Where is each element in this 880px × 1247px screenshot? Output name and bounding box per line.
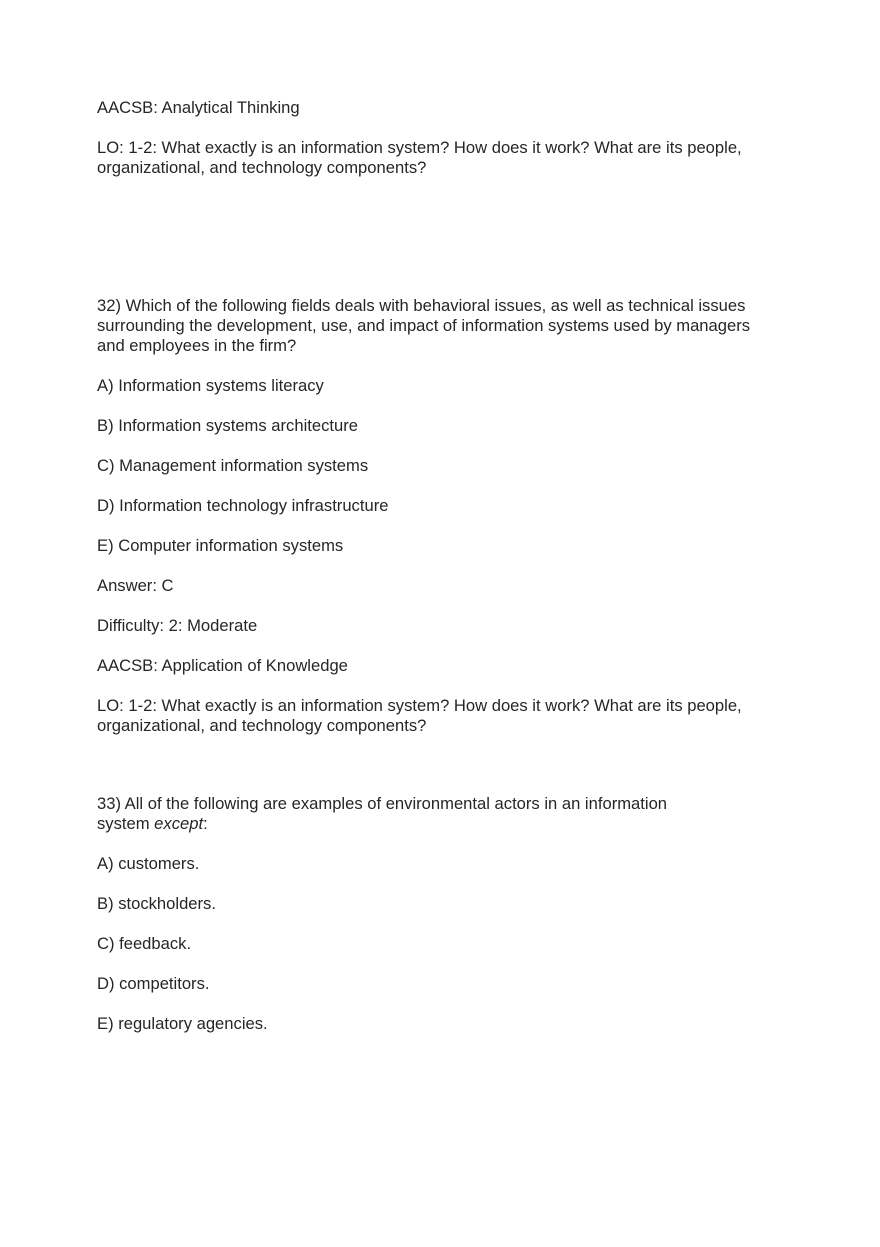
question-33-option-d: D) competitors. [97,974,210,993]
document-page [97,98,797,1034]
question-line: surrounding the development, use, and impact of information systems used by managers [97,316,751,335]
question-33-option-c: C) feedback. [97,934,192,953]
question-line [97,814,797,834]
question-line: 33) All of the following are examples of environmental actors in an information [97,794,668,813]
learning-objective-line: LO: 1-2: What exactly is an information system? How does it work? What are its people, [97,696,742,715]
question-32-option-e: E) Computer information systems [97,536,344,555]
learning-objective-line: LO: 1-2: What exactly is an information system? How does it work? What are its people, [97,138,742,157]
question-text: : [203,814,208,833]
question-32-answer: Answer: C [97,576,174,595]
aacsb-tag: AACSB: Analytical Thinking [97,98,300,117]
question-32-stem [97,296,797,356]
question-32-learning-objective [97,696,797,736]
question-32-option-d: D) Information technology infrastructure [97,496,389,515]
question-line: and employees in the firm? [97,336,297,355]
question-32-aacsb: AACSB: Application of Knowledge [97,656,348,675]
question-33-option-a: A) customers. [97,854,200,873]
question-line: 32) Which of the following fields deals with behavioral issues, as well as technical issues [97,296,746,315]
learning-objective-line: organizational, and technology components? [97,158,427,177]
question-32-option-c: C) Management information systems [97,456,369,475]
question-32-difficulty: Difficulty: 2: Moderate [97,616,258,635]
learning-objective-line: organizational, and technology components? [97,716,427,735]
question-text: system [97,814,155,833]
question-32-option-b: B) Information systems architecture [97,416,358,435]
learning-objective [97,138,797,178]
question-33-stem [97,794,797,834]
question-33-option-b: B) stockholders. [97,894,216,913]
question-32-option-a: A) Information systems literacy [97,376,324,395]
emphasis-text: except [154,814,204,833]
question-33-option-e: E) regulatory agencies. [97,1014,268,1033]
